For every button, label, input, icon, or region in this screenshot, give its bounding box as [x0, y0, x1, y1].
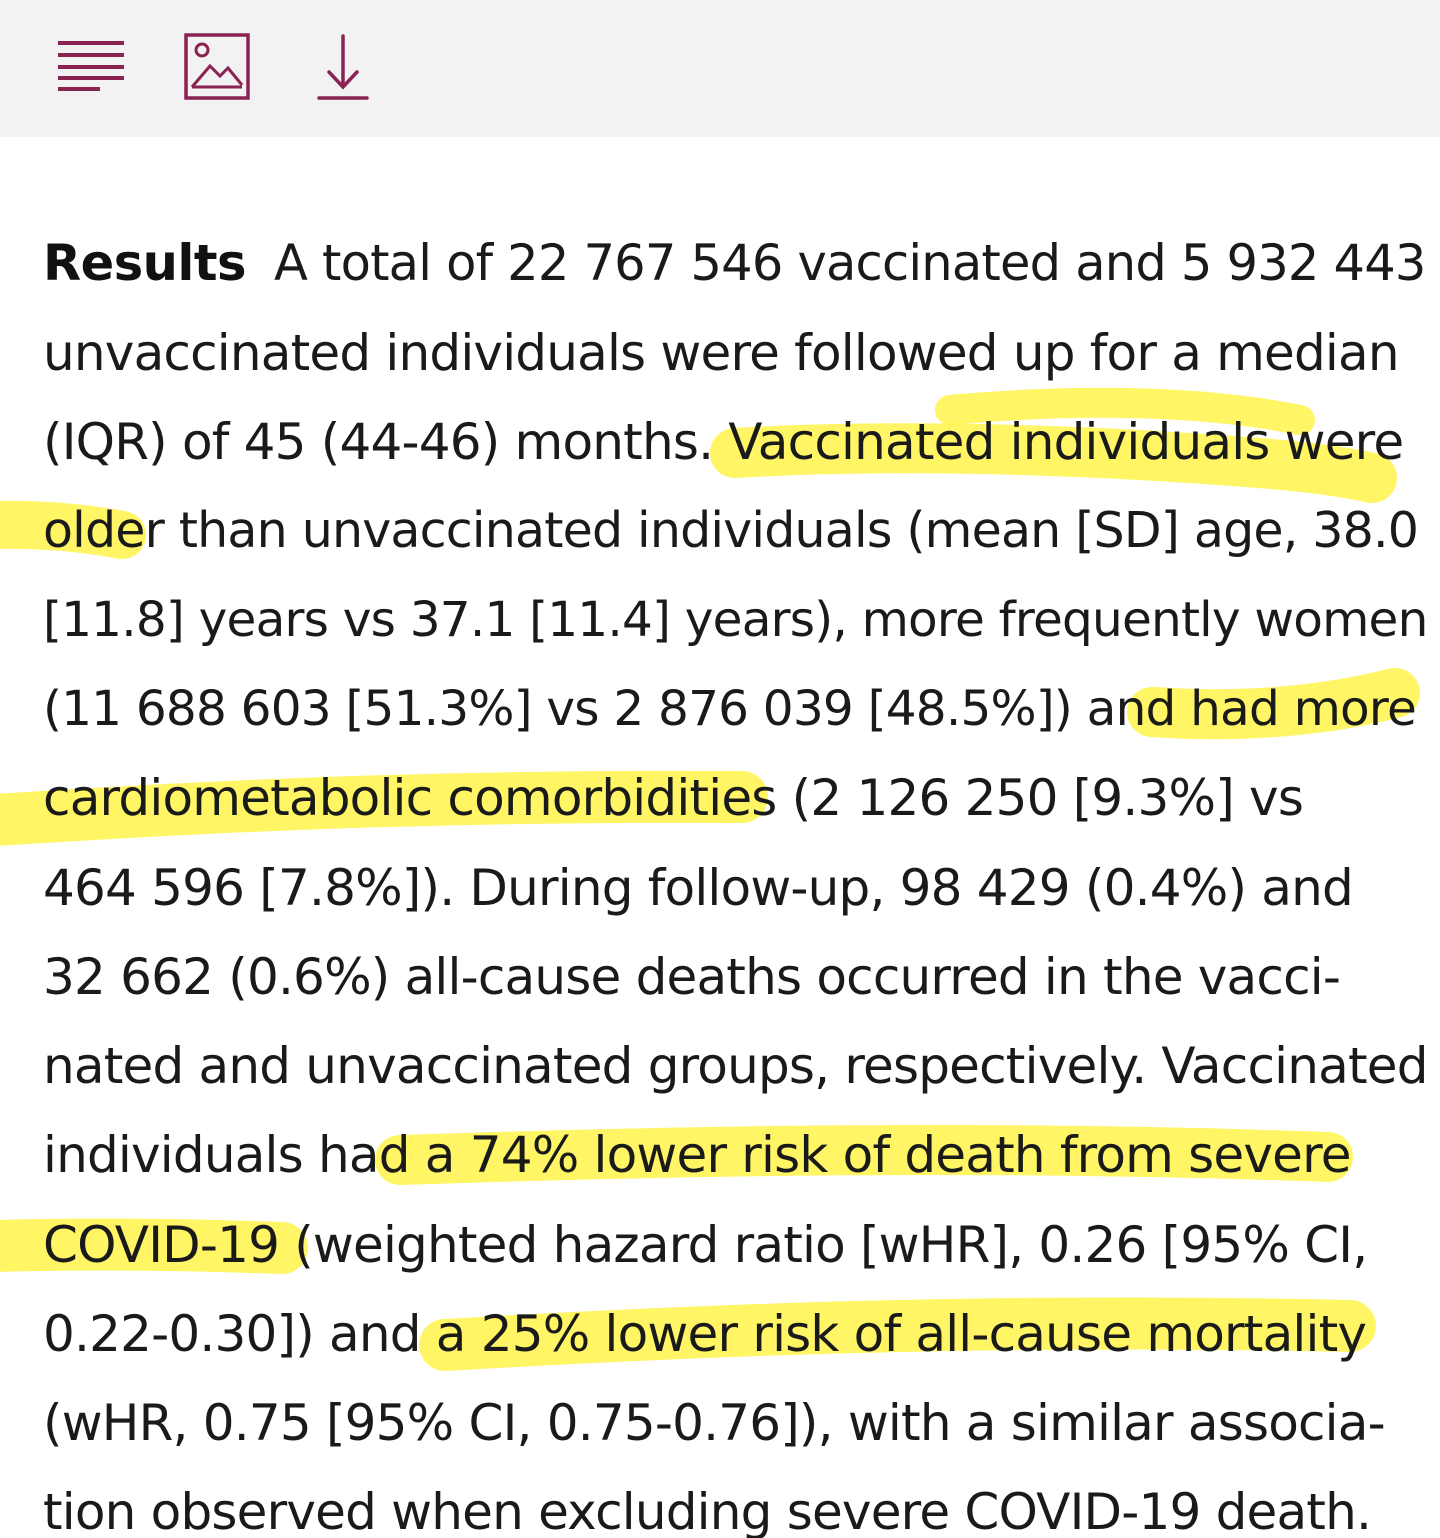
text-line: cardiometabolic comorbidities (2 126 250 [9.3%] vs: [43, 769, 1304, 827]
download-icon: [303, 30, 383, 110]
text-line: (wHR, 0.75 [95% CI, 0.75-0.76]), with a similar associa-: [43, 1394, 1385, 1452]
text-line: tion observed when excluding severe COVID-19 death.: [43, 1483, 1372, 1538]
text-line: unvaccinated individuals were followed up for a median: [43, 324, 1399, 382]
download-button[interactable]: [303, 30, 383, 110]
top-toolbar: [0, 0, 1440, 137]
outline-button[interactable]: [52, 30, 132, 110]
text-line: Results A total of 22 767 546 vaccinated and 5 932 443: [43, 234, 1426, 292]
figure-icon: [176, 30, 256, 110]
text-line: older than unvaccinated individuals (mean [SD] age, 38.0: [43, 502, 1419, 559]
text-line: (11 688 603 [51.3%] vs 2 876 039 [48.5%]) and had more: [43, 681, 1417, 737]
text-line: (IQR) of 45 (44-46) months. Vaccinated individuals were: [43, 413, 1404, 471]
text-line: nated and unvaccinated groups, respectively. Vaccinated: [43, 1037, 1428, 1095]
text-line: COVID-19 (weighted hazard ratio [wHR], 0.26 [95% CI,: [43, 1216, 1368, 1274]
outline-icon: [52, 30, 132, 110]
text-line: 32 662 (0.6%) all-cause deaths occurred in the vacci-: [43, 948, 1341, 1006]
text-line: 464 596 [7.8%]). During follow-up, 98 429 (0.4%) and: [43, 859, 1353, 917]
figures-button[interactable]: [176, 30, 256, 110]
text-line: [11.8] years vs 37.1 [11.4] years), more frequently women: [43, 592, 1428, 648]
text-line: individuals had a 74% lower risk of death from severe: [43, 1126, 1351, 1184]
text-line: 0.22-0.30]) and a 25% lower risk of all-cause mortality: [43, 1305, 1367, 1363]
section-label: Results: [43, 234, 246, 292]
